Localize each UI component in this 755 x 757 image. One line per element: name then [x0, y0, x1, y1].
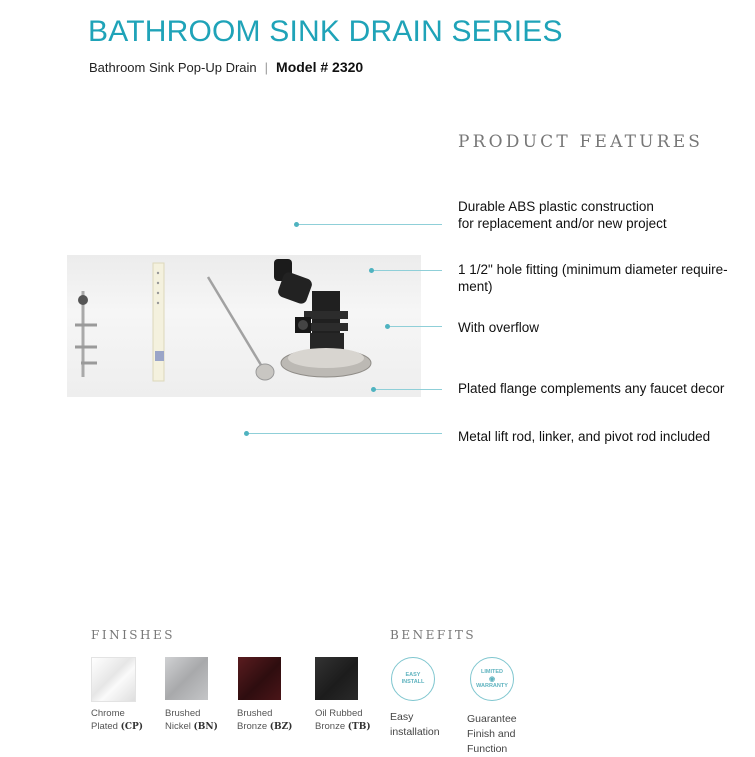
finish-label-chrome: Chrome Plated (CP) [91, 708, 144, 732]
feature-item-lift-rod [458, 428, 710, 445]
benefits-heading: BENEFITS [390, 628, 477, 642]
eye-icon: ◉ [488, 675, 496, 683]
drain-parts-illustration [67, 255, 421, 397]
feature-dot-1 [294, 222, 299, 227]
subtitle-line [89, 59, 363, 75]
page-title: BATHROOM SINK DRAIN SERIES [88, 15, 563, 48]
drain-body-part [274, 259, 371, 377]
feature-text-line: 1 1/2" hole fitting (minimum diameter require- [458, 262, 728, 277]
finish-swatch-oil-rubbed-bronze [315, 657, 358, 700]
linker-strap-part [153, 263, 164, 381]
lift-rod-part [208, 277, 274, 380]
finish-label-brushed-bronze: Brushed Bronze (BZ) [237, 708, 293, 732]
feature-leader-1 [297, 224, 442, 225]
finish-swatch-chrome [91, 657, 136, 702]
finish-swatch-brushed-nickel [165, 657, 208, 700]
feature-dot-4 [371, 387, 376, 392]
feature-text-line: Metal lift rod, linker, and pivot rod included [458, 429, 711, 444]
finish-label-brushed-nickel: Brushed Nickel (BN) [165, 708, 218, 732]
product-photo [67, 255, 421, 397]
easy-install-icon: EASY INSTALL [391, 657, 435, 701]
feature-text-line: With overflow [458, 320, 540, 335]
feature-text-line: ment) [458, 279, 493, 294]
feature-item-flange [458, 380, 724, 397]
feature-leader-5 [247, 433, 442, 434]
feature-text-line: for replacement and/or new project [458, 216, 667, 231]
subtitle-separator: | [264, 60, 269, 75]
warranty-icon: LIMITED ◉ WARRANTY [470, 657, 514, 701]
feature-dot-5 [244, 431, 249, 436]
benefit-label-warranty: Guarantee Finish and Function [467, 713, 517, 755]
feature-text-line: Durable ABS plastic construction [458, 199, 654, 214]
finishes-heading: FINISHES [91, 628, 175, 642]
feature-leader-2 [372, 270, 442, 271]
feature-text-line: Plated flange complements any faucet decor [458, 381, 725, 396]
feature-leader-4 [374, 389, 442, 390]
finish-swatch-brushed-bronze [238, 657, 281, 700]
feature-item-abs [458, 198, 667, 232]
feature-dot-3 [385, 324, 390, 329]
benefit-label-easy-install: Easy installation [390, 711, 440, 738]
product-subtitle: Bathroom Sink Pop-Up Drain [89, 60, 257, 75]
model-number: Model # 2320 [276, 59, 364, 75]
feature-leader-3 [388, 326, 442, 327]
features-heading: PRODUCT FEATURES [458, 132, 704, 152]
pivot-rod-part [75, 291, 97, 377]
feature-item-hole-fitting [458, 261, 728, 295]
feature-item-overflow [458, 319, 539, 336]
feature-dot-2 [369, 268, 374, 273]
finish-label-oil-rubbed-bronze: Oil Rubbed Bronze (TB) [315, 708, 371, 732]
